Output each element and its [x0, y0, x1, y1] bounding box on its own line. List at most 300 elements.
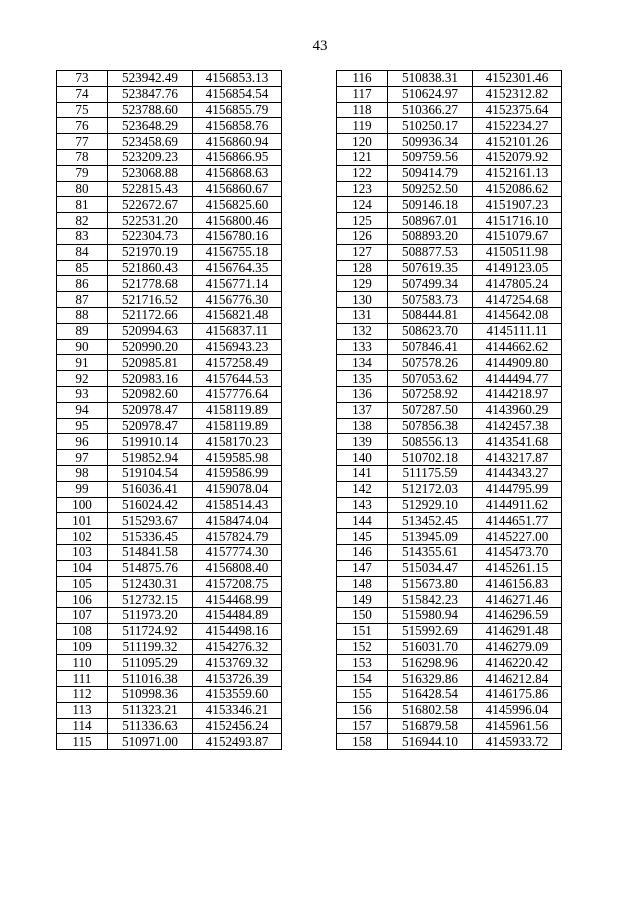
table-row — [57, 687, 282, 703]
y-coordinate-cell: 4157208.75 — [193, 576, 282, 592]
x-coordinate-cell: 521860.43 — [108, 260, 193, 276]
point-number-cell: 138 — [337, 418, 388, 434]
y-coordinate-cell: 4152312.82 — [473, 86, 562, 102]
table-row — [337, 576, 562, 592]
table-row — [57, 86, 282, 102]
point-number-cell: 101 — [57, 513, 108, 529]
y-coordinate-cell: 4158170.23 — [193, 434, 282, 450]
x-coordinate-cell: 507053.62 — [388, 371, 473, 387]
x-coordinate-cell: 520985.81 — [108, 355, 193, 371]
table-row — [57, 323, 282, 339]
point-number-cell: 74 — [57, 86, 108, 102]
table-row — [57, 260, 282, 276]
point-number-cell: 153 — [337, 655, 388, 671]
x-coordinate-cell: 523068.88 — [108, 165, 193, 181]
x-coordinate-cell: 520978.47 — [108, 402, 193, 418]
x-coordinate-cell: 509252.50 — [388, 181, 473, 197]
x-coordinate-cell: 510624.97 — [388, 86, 473, 102]
x-coordinate-cell: 522672.67 — [108, 197, 193, 213]
x-coordinate-cell: 513945.09 — [388, 529, 473, 545]
x-coordinate-cell: 511016.38 — [108, 671, 193, 687]
table-row — [57, 244, 282, 260]
x-coordinate-cell: 516036.41 — [108, 481, 193, 497]
y-coordinate-cell: 4147805.24 — [473, 276, 562, 292]
y-coordinate-cell: 4152301.46 — [473, 71, 562, 87]
x-coordinate-cell: 514355.61 — [388, 544, 473, 560]
point-number-cell: 158 — [337, 734, 388, 750]
y-coordinate-cell: 4156776.30 — [193, 292, 282, 308]
y-coordinate-cell: 4152456.24 — [193, 718, 282, 734]
point-number-cell: 141 — [337, 465, 388, 481]
table-row — [57, 481, 282, 497]
y-coordinate-cell: 4145227.00 — [473, 529, 562, 545]
point-number-cell: 156 — [337, 702, 388, 718]
table-row — [337, 102, 562, 118]
point-number-cell: 139 — [337, 434, 388, 450]
x-coordinate-cell: 508556.13 — [388, 434, 473, 450]
point-number-cell: 82 — [57, 213, 108, 229]
y-coordinate-cell: 4150511.98 — [473, 244, 562, 260]
table-row — [57, 134, 282, 150]
point-number-cell: 112 — [57, 687, 108, 703]
point-number-cell: 105 — [57, 576, 108, 592]
table-row — [57, 149, 282, 165]
y-coordinate-cell: 4156837.11 — [193, 323, 282, 339]
x-coordinate-cell: 516298.96 — [388, 655, 473, 671]
table-row — [337, 608, 562, 624]
x-coordinate-cell: 514841.58 — [108, 544, 193, 560]
table-row — [337, 655, 562, 671]
x-coordinate-cell: 523788.60 — [108, 102, 193, 118]
x-coordinate-cell: 507258.92 — [388, 386, 473, 402]
table-row — [337, 560, 562, 576]
y-coordinate-cell: 4152234.27 — [473, 118, 562, 134]
x-coordinate-cell: 512732.15 — [108, 592, 193, 608]
y-coordinate-cell: 4151907.23 — [473, 197, 562, 213]
x-coordinate-cell: 520994.63 — [108, 323, 193, 339]
x-coordinate-cell: 513452.45 — [388, 513, 473, 529]
y-coordinate-cell: 4156800.46 — [193, 213, 282, 229]
y-coordinate-cell: 4143541.68 — [473, 434, 562, 450]
y-coordinate-cell: 4144218.97 — [473, 386, 562, 402]
y-coordinate-cell: 4146212.84 — [473, 671, 562, 687]
y-coordinate-cell: 4156854.54 — [193, 86, 282, 102]
point-number-cell: 149 — [337, 592, 388, 608]
point-number-cell: 78 — [57, 149, 108, 165]
y-coordinate-cell: 4157776.64 — [193, 386, 282, 402]
point-number-cell: 73 — [57, 71, 108, 87]
y-coordinate-cell: 4152079.92 — [473, 149, 562, 165]
y-coordinate-cell: 4143217.87 — [473, 450, 562, 466]
coordinates-table-right — [336, 70, 562, 750]
x-coordinate-cell: 519104.54 — [108, 465, 193, 481]
point-number-cell: 99 — [57, 481, 108, 497]
y-coordinate-cell: 4154468.99 — [193, 592, 282, 608]
table-row — [337, 434, 562, 450]
point-number-cell: 111 — [57, 671, 108, 687]
x-coordinate-cell: 509146.18 — [388, 197, 473, 213]
point-number-cell: 75 — [57, 102, 108, 118]
x-coordinate-cell: 522304.73 — [108, 228, 193, 244]
table-row — [337, 244, 562, 260]
point-number-cell: 132 — [337, 323, 388, 339]
y-coordinate-cell: 4156858.76 — [193, 118, 282, 134]
point-number-cell: 97 — [57, 450, 108, 466]
table-row — [337, 292, 562, 308]
x-coordinate-cell: 514875.76 — [108, 560, 193, 576]
point-number-cell: 146 — [337, 544, 388, 560]
table-row — [57, 734, 282, 750]
y-coordinate-cell: 4156866.95 — [193, 149, 282, 165]
table-row — [57, 718, 282, 734]
x-coordinate-cell: 520982.60 — [108, 386, 193, 402]
x-coordinate-cell: 520983.16 — [108, 371, 193, 387]
point-number-cell: 135 — [337, 371, 388, 387]
x-coordinate-cell: 523648.29 — [108, 118, 193, 134]
y-coordinate-cell: 4144651.77 — [473, 513, 562, 529]
y-coordinate-cell: 4157258.49 — [193, 355, 282, 371]
point-number-cell: 130 — [337, 292, 388, 308]
x-coordinate-cell: 519852.94 — [108, 450, 193, 466]
y-coordinate-cell: 4144911.62 — [473, 497, 562, 513]
point-number-cell: 124 — [337, 197, 388, 213]
point-number-cell: 85 — [57, 260, 108, 276]
x-coordinate-cell: 508877.53 — [388, 244, 473, 260]
table-row — [337, 497, 562, 513]
y-coordinate-cell: 4156780.16 — [193, 228, 282, 244]
x-coordinate-cell: 507578.26 — [388, 355, 473, 371]
x-coordinate-cell: 511199.32 — [108, 639, 193, 655]
point-number-cell: 90 — [57, 339, 108, 355]
y-coordinate-cell: 4154484.89 — [193, 608, 282, 624]
y-coordinate-cell: 4156808.40 — [193, 560, 282, 576]
x-coordinate-cell: 510250.17 — [388, 118, 473, 134]
point-number-cell: 147 — [337, 560, 388, 576]
y-coordinate-cell: 4153769.32 — [193, 655, 282, 671]
y-coordinate-cell: 4159586.99 — [193, 465, 282, 481]
y-coordinate-cell: 4156771.14 — [193, 276, 282, 292]
y-coordinate-cell: 4154276.32 — [193, 639, 282, 655]
x-coordinate-cell: 516879.58 — [388, 718, 473, 734]
y-coordinate-cell: 4156853.13 — [193, 71, 282, 87]
table-row — [337, 702, 562, 718]
point-number-cell: 94 — [57, 402, 108, 418]
x-coordinate-cell: 516024.42 — [108, 497, 193, 513]
table-row — [57, 529, 282, 545]
x-coordinate-cell: 512172.03 — [388, 481, 473, 497]
y-coordinate-cell: 4144343.27 — [473, 465, 562, 481]
y-coordinate-cell: 4157644.53 — [193, 371, 282, 387]
x-coordinate-cell: 521970.19 — [108, 244, 193, 260]
point-number-cell: 106 — [57, 592, 108, 608]
point-number-cell: 104 — [57, 560, 108, 576]
y-coordinate-cell: 4156825.60 — [193, 197, 282, 213]
point-number-cell: 96 — [57, 434, 108, 450]
x-coordinate-cell: 511724.92 — [108, 623, 193, 639]
x-coordinate-cell: 522815.43 — [108, 181, 193, 197]
y-coordinate-cell: 4146279.09 — [473, 639, 562, 655]
table-row — [57, 576, 282, 592]
table-row — [337, 386, 562, 402]
point-number-cell: 80 — [57, 181, 108, 197]
table-row — [57, 197, 282, 213]
table-row — [337, 149, 562, 165]
x-coordinate-cell: 510366.27 — [388, 102, 473, 118]
y-coordinate-cell: 4154498.16 — [193, 623, 282, 639]
x-coordinate-cell: 508893.20 — [388, 228, 473, 244]
table-row — [337, 181, 562, 197]
x-coordinate-cell: 521716.52 — [108, 292, 193, 308]
x-coordinate-cell: 512929.10 — [388, 497, 473, 513]
table-row — [57, 497, 282, 513]
point-number-cell: 144 — [337, 513, 388, 529]
table-row — [337, 307, 562, 323]
point-number-cell: 120 — [337, 134, 388, 150]
table-row — [57, 418, 282, 434]
point-number-cell: 115 — [57, 734, 108, 750]
table-row — [57, 355, 282, 371]
x-coordinate-cell: 516428.54 — [388, 687, 473, 703]
table-row — [337, 418, 562, 434]
table-row — [57, 623, 282, 639]
point-number-cell: 151 — [337, 623, 388, 639]
table-row — [337, 355, 562, 371]
point-number-cell: 122 — [337, 165, 388, 181]
point-number-cell: 123 — [337, 181, 388, 197]
point-number-cell: 77 — [57, 134, 108, 150]
x-coordinate-cell: 515336.45 — [108, 529, 193, 545]
table-row — [337, 687, 562, 703]
x-coordinate-cell: 507619.35 — [388, 260, 473, 276]
table-row — [57, 639, 282, 655]
x-coordinate-cell: 509414.79 — [388, 165, 473, 181]
x-coordinate-cell: 512430.31 — [108, 576, 193, 592]
y-coordinate-cell: 4144662.62 — [473, 339, 562, 355]
table-row — [337, 623, 562, 639]
table-row — [337, 481, 562, 497]
table-row — [337, 86, 562, 102]
point-number-cell: 88 — [57, 307, 108, 323]
point-number-cell: 129 — [337, 276, 388, 292]
x-coordinate-cell: 511973.20 — [108, 608, 193, 624]
table-row — [57, 181, 282, 197]
table-row — [337, 260, 562, 276]
y-coordinate-cell: 4157824.79 — [193, 529, 282, 545]
y-coordinate-cell: 4144795.99 — [473, 481, 562, 497]
x-coordinate-cell: 516031.70 — [388, 639, 473, 655]
x-coordinate-cell: 511323.21 — [108, 702, 193, 718]
table-row — [337, 639, 562, 655]
y-coordinate-cell: 4153559.60 — [193, 687, 282, 703]
table-row — [57, 228, 282, 244]
table-row — [337, 592, 562, 608]
x-coordinate-cell: 510971.00 — [108, 734, 193, 750]
point-number-cell: 114 — [57, 718, 108, 734]
y-coordinate-cell: 4156755.18 — [193, 244, 282, 260]
point-number-cell: 91 — [57, 355, 108, 371]
table-row — [57, 102, 282, 118]
table-row — [57, 165, 282, 181]
point-number-cell: 125 — [337, 213, 388, 229]
table-row — [57, 371, 282, 387]
point-number-cell: 84 — [57, 244, 108, 260]
y-coordinate-cell: 4145642.08 — [473, 307, 562, 323]
table-row — [57, 450, 282, 466]
table-row — [337, 529, 562, 545]
y-coordinate-cell: 4145933.72 — [473, 734, 562, 750]
y-coordinate-cell: 4153346.21 — [193, 702, 282, 718]
point-number-cell: 127 — [337, 244, 388, 260]
table-row — [57, 339, 282, 355]
y-coordinate-cell: 4152161.13 — [473, 165, 562, 181]
y-coordinate-cell: 4146271.46 — [473, 592, 562, 608]
y-coordinate-cell: 4156868.63 — [193, 165, 282, 181]
x-coordinate-cell: 511175.59 — [388, 465, 473, 481]
coordinates-table-left — [56, 70, 282, 750]
x-coordinate-cell: 515034.47 — [388, 560, 473, 576]
y-coordinate-cell: 4156860.94 — [193, 134, 282, 150]
point-number-cell: 143 — [337, 497, 388, 513]
y-coordinate-cell: 4146291.48 — [473, 623, 562, 639]
point-number-cell: 89 — [57, 323, 108, 339]
point-number-cell: 134 — [337, 355, 388, 371]
y-coordinate-cell: 4151079.67 — [473, 228, 562, 244]
x-coordinate-cell: 523209.23 — [108, 149, 193, 165]
table-row — [337, 402, 562, 418]
point-number-cell: 154 — [337, 671, 388, 687]
y-coordinate-cell: 4146296.59 — [473, 608, 562, 624]
table-row — [57, 671, 282, 687]
y-coordinate-cell: 4152375.64 — [473, 102, 562, 118]
point-number-cell: 98 — [57, 465, 108, 481]
table-row — [337, 718, 562, 734]
table-row — [57, 544, 282, 560]
y-coordinate-cell: 4145961.56 — [473, 718, 562, 734]
x-coordinate-cell: 521778.68 — [108, 276, 193, 292]
page-number: 43 — [312, 38, 328, 54]
point-number-cell: 131 — [337, 307, 388, 323]
point-number-cell: 140 — [337, 450, 388, 466]
x-coordinate-cell: 509759.56 — [388, 149, 473, 165]
table-row — [57, 465, 282, 481]
x-coordinate-cell: 508444.81 — [388, 307, 473, 323]
point-number-cell: 86 — [57, 276, 108, 292]
table-row — [57, 307, 282, 323]
table-row — [337, 371, 562, 387]
point-number-cell: 113 — [57, 702, 108, 718]
x-coordinate-cell: 508967.01 — [388, 213, 473, 229]
table-row — [57, 655, 282, 671]
point-number-cell: 100 — [57, 497, 108, 513]
table-row — [57, 513, 282, 529]
table-row — [57, 560, 282, 576]
y-coordinate-cell: 4146156.83 — [473, 576, 562, 592]
point-number-cell: 92 — [57, 371, 108, 387]
table-row — [57, 386, 282, 402]
table-row — [337, 213, 562, 229]
y-coordinate-cell: 4142457.38 — [473, 418, 562, 434]
y-coordinate-cell: 4144909.80 — [473, 355, 562, 371]
point-number-cell: 136 — [337, 386, 388, 402]
point-number-cell: 103 — [57, 544, 108, 560]
x-coordinate-cell: 507846.41 — [388, 339, 473, 355]
point-number-cell: 126 — [337, 228, 388, 244]
point-number-cell: 148 — [337, 576, 388, 592]
table-row — [57, 592, 282, 608]
y-coordinate-cell: 4151716.10 — [473, 213, 562, 229]
table-row — [57, 118, 282, 134]
y-coordinate-cell: 4152493.87 — [193, 734, 282, 750]
point-number-cell: 121 — [337, 149, 388, 165]
table-row — [57, 402, 282, 418]
y-coordinate-cell: 4152101.26 — [473, 134, 562, 150]
y-coordinate-cell: 4156821.48 — [193, 307, 282, 323]
point-number-cell: 95 — [57, 418, 108, 434]
x-coordinate-cell: 510838.31 — [388, 71, 473, 87]
point-number-cell: 87 — [57, 292, 108, 308]
point-number-cell: 155 — [337, 687, 388, 703]
y-coordinate-cell: 4145473.70 — [473, 544, 562, 560]
y-coordinate-cell: 4143960.29 — [473, 402, 562, 418]
y-coordinate-cell: 4145996.04 — [473, 702, 562, 718]
x-coordinate-cell: 509936.34 — [388, 134, 473, 150]
point-number-cell: 116 — [337, 71, 388, 87]
y-coordinate-cell: 4158119.89 — [193, 418, 282, 434]
x-coordinate-cell: 507856.38 — [388, 418, 473, 434]
table-row — [337, 134, 562, 150]
point-number-cell: 107 — [57, 608, 108, 624]
point-number-cell: 128 — [337, 260, 388, 276]
y-coordinate-cell: 4146220.42 — [473, 655, 562, 671]
x-coordinate-cell: 521172.66 — [108, 307, 193, 323]
y-coordinate-cell: 4156943.23 — [193, 339, 282, 355]
point-number-cell: 117 — [337, 86, 388, 102]
point-number-cell: 152 — [337, 639, 388, 655]
point-number-cell: 150 — [337, 608, 388, 624]
point-number-cell: 157 — [337, 718, 388, 734]
y-coordinate-cell: 4145111.11 — [473, 323, 562, 339]
x-coordinate-cell: 515992.69 — [388, 623, 473, 639]
table-row — [337, 118, 562, 134]
point-number-cell: 83 — [57, 228, 108, 244]
x-coordinate-cell: 508623.70 — [388, 323, 473, 339]
table-row — [337, 544, 562, 560]
point-number-cell: 142 — [337, 481, 388, 497]
x-coordinate-cell: 520990.20 — [108, 339, 193, 355]
point-number-cell: 79 — [57, 165, 108, 181]
y-coordinate-cell: 4146175.86 — [473, 687, 562, 703]
table-row — [337, 513, 562, 529]
table-row — [57, 434, 282, 450]
x-coordinate-cell: 510998.36 — [108, 687, 193, 703]
x-coordinate-cell: 523458.69 — [108, 134, 193, 150]
y-coordinate-cell: 4159585.98 — [193, 450, 282, 466]
x-coordinate-cell: 516944.10 — [388, 734, 473, 750]
point-number-cell: 108 — [57, 623, 108, 639]
y-coordinate-cell: 4147254.68 — [473, 292, 562, 308]
x-coordinate-cell: 515842.23 — [388, 592, 473, 608]
y-coordinate-cell: 4152086.62 — [473, 181, 562, 197]
point-number-cell: 102 — [57, 529, 108, 545]
x-coordinate-cell: 515980.94 — [388, 608, 473, 624]
x-coordinate-cell: 511095.29 — [108, 655, 193, 671]
table-row — [57, 702, 282, 718]
x-coordinate-cell: 510702.18 — [388, 450, 473, 466]
y-coordinate-cell: 4156855.79 — [193, 102, 282, 118]
y-coordinate-cell: 4158119.89 — [193, 402, 282, 418]
point-number-cell: 109 — [57, 639, 108, 655]
y-coordinate-cell: 4149123.05 — [473, 260, 562, 276]
